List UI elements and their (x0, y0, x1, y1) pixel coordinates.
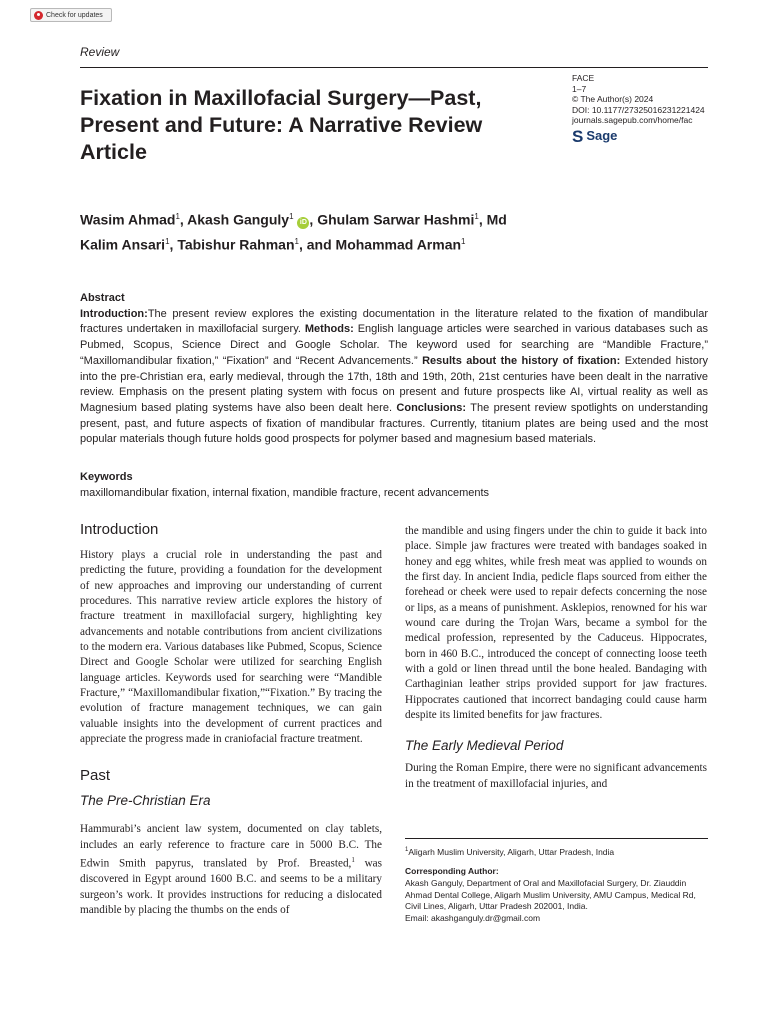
article-title: Fixation in Maxillofacial Surgery—Past, Present and Future: A Narrative Review Article (80, 86, 483, 164)
section-heading-past: Past (80, 767, 111, 785)
paragraph: the mandible and using fingers under the chin to guide it back into place. Simple jaw fractures were treated with bandages soaked in honey and egg whites, while fresh meat was applied to wounds on the first day. In ancient India, pedicle flaps sourced from either the forehead or cheek were used to repair defects concerning the nose or lips, as a means of punishment. Asklepios, renowned for his war wound care during the Trojan Wars, became a symbol for the medical profession, represented by the Caduceus. Hippocrates, born in 460 B.C., introduced the concept of connecting loose teeth with a gold or linen thread until the bone healed. Bandaging with Carthaginian leather strips provided support for jaw fractures. Hippocrates cautioned that incorrect bandaging could cause harm despite its limited benefits for jaw fractures. (405, 525, 707, 722)
header-divider (80, 67, 708, 68)
abstract-results-label: Results about the history of fixation: (422, 354, 621, 367)
journal-name: FACE (572, 73, 595, 83)
crossmark-icon (34, 11, 43, 20)
subsection-heading-pre-christian: The Pre-Christian Era (80, 793, 211, 809)
affiliation: $^1$Aligarh Muslim University, Aligarh, Uttar Pradesh, India (405, 846, 615, 857)
author-name[interactable]: Tabishur Rahman (177, 236, 295, 253)
abstract-intro-text: The present review explores the existing documentation in the literature related to the fixation of mandibular fractures undertaken in maxillofacial surgery. (80, 307, 708, 336)
sage-logo-icon: S (572, 126, 584, 146)
publisher-name: Sage (586, 127, 618, 143)
check-for-updates-badge[interactable] (30, 8, 112, 22)
corresponding-author-address: Akash Ganguly, Department of Oral and Maxillofacial Surgery, Dr. Ziauddin Ahmad Dental College, Aligarh Muslim University, AMU Campus, Medical Rd, Civil Lines, Aligarh, Uttar Pradesh 202001, India. (405, 878, 696, 912)
publisher-logo (572, 126, 705, 146)
footnote-divider (405, 838, 708, 839)
author-list: Wasim Ahmad$^1$, Akash Ganguly$^1$ iD , Ghulam Sarwar Hashmi$^1$, Md Kalim Ansari$^1$, Tabishur Rahman$^1$, and Mohammad Arman$^1$ (80, 211, 507, 253)
paragraph: History plays a crucial role in understanding the past and predicting the future, providing a foundation for the development of new approaches and improving our understanding of current procedures. This narrative review article explores the history of fracture treatment in maxillofacial surgery, highlighting key advancements and notable contributions from ancient civilizations to the modern era. Various databases like Pubmed, Scopus, Science Direct and Google Scholar were utilized for searching English language articles. Keywords used for searching were “Mandible Fracture,” “Maxillomandibular fixation,”“Fixation.” By tracing the evolution of fracture management techniques, we can gain valuable insights into the development of current practices and appreciate the progress made in craniofacial fracture treatment. (80, 549, 382, 746)
check-for-updates-label: Check for updates (46, 11, 103, 19)
abstract-methods-label: Methods: (304, 323, 354, 336)
author-name[interactable]: Mohammad Arman (335, 236, 462, 253)
paragraph: Hammurabi’s ancient law system, documented on clay tablets, includes an early reference to fracture care in 5000 B.C. The Edwin Smith papyrus, translated by Prof. Breasted,$^1$ was discovered in Egypt around 1600 B.C. and seems to be a military surgeon’s work. It provides instructions for reducing a dislocated mandible by placing the thumbs on the ends of (80, 823, 382, 916)
page-range: 1–7 (572, 83, 587, 94)
abstract (80, 291, 708, 448)
citation-link[interactable]: 1 (351, 856, 355, 865)
copyright: © The Author(s) 2024 (572, 94, 654, 104)
keywords (80, 469, 708, 501)
corresponding-author-email[interactable]: Email: akashganguly.dr@gmail.com (405, 912, 541, 923)
author-name[interactable]: Md Kalim Ansari (80, 211, 507, 253)
section-label: Review (80, 45, 120, 59)
subsection-heading-early-medieval: The Early Medieval Period (405, 738, 564, 754)
abstract-intro-label: Introduction: (80, 307, 148, 320)
paragraph: During the Roman Empire, there were no significant advancements in the treatment of maxillofacial injuries, and (405, 762, 707, 790)
journal-meta (572, 73, 705, 144)
abstract-conclusions-text: The present review spotlights on understanding present, past, and future aspects of fixation of mandibular fractures. Currently, titanium plates are being used and the most popular materials though future holds good prospects for polymer based and magnesium based materials. (80, 401, 709, 446)
abstract-conclusions-label: Conclusions: (396, 401, 467, 414)
doi-link[interactable]: DOI: 10.1177/27325016231221424 (572, 104, 705, 115)
keywords-heading: Keywords (80, 471, 133, 483)
corresponding-author-heading: Corresponding Author: (405, 866, 499, 877)
author-name[interactable]: Akash Ganguly (187, 211, 290, 228)
section-heading-introduction: Introduction (80, 521, 159, 538)
orcid-icon[interactable]: iD (297, 217, 309, 229)
right-column (405, 524, 707, 792)
abstract-results-text: Extended history into the pre-Christian era, early medieval, through the 17th, 18th and 19th, 20th, 21st centuries have been dealt in the narrative review. Emphasis on the present plating system with focus on present and future prospects like AI, virtual reality as well as Magnesium based plating systems have also been dealt here. (80, 354, 708, 414)
abstract-heading: Abstract (80, 292, 125, 304)
footnote (405, 845, 708, 924)
left-column (80, 520, 382, 918)
abstract-methods-text: English language articles were searched in various databases such as Pubmed, Scopus, Science Direct and Google Scholar. The keyword used for searching are “Mandible Fracture,” “Maxillomandibular fixation,” “Fixation” and “Recent Advancements.” (80, 323, 708, 367)
author-name[interactable]: Wasim Ahmad (80, 211, 176, 228)
journal-url[interactable]: journals.sagepub.com/home/fac (572, 115, 693, 125)
author-name[interactable]: Ghulam Sarwar Hashmi (317, 211, 475, 228)
keywords-text: maxillomandibular fixation, internal fixation, mandible fracture, recent advancements (80, 487, 490, 499)
